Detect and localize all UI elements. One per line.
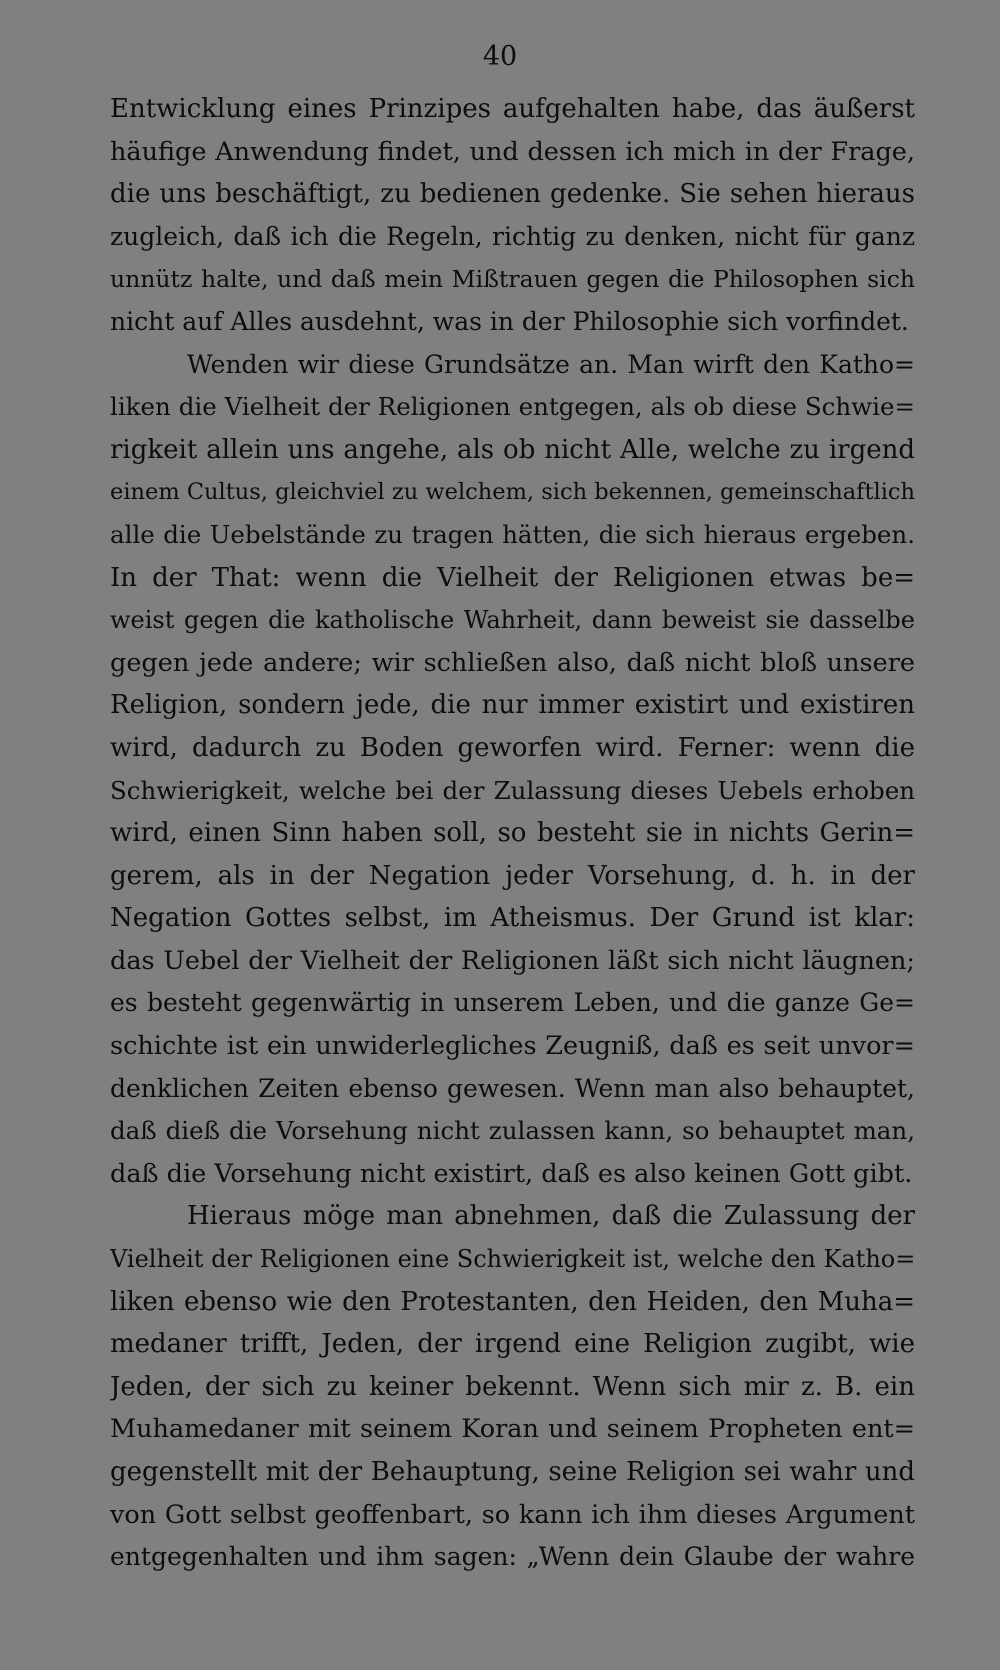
text-line: Negation Gottes selbst, im Atheismus. Der Grund ist klar:: [110, 903, 915, 934]
text-line: Entwicklung eines Prinzipes aufgehalten habe, das äußerst: [110, 94, 915, 124]
text-line: alle die Uebelstände zu tragen hätten, die sich hieraus ergeben.: [110, 519, 915, 549]
text-line: einem Cultus, gleichviel zu welchem, sich bekennen, gemeinschaftlich: [110, 479, 915, 506]
text-line: gerem, als in der Negation jeder Vorsehung, d. h. in der: [110, 860, 915, 891]
text-line: häufige Anwendung findet, und dessen ich mich in der Frage,: [110, 136, 915, 167]
text-line: denklichen Zeiten ebenso gewesen. Wenn man also behauptet,: [110, 1073, 915, 1103]
text-line: liken ebenso wie den Protestanten, den Heiden, den Muha=: [110, 1286, 915, 1317]
text-line: zugleich, daß ich die Regeln, richtig zu denken, nicht für ganz: [110, 221, 915, 251]
text-line: entgegenhalten und ihm sagen: „Wenn dein Glaube der wahre: [110, 1542, 915, 1572]
text-line: weist gegen die katholische Wahrheit, dann beweist sie dasselbe: [110, 606, 915, 635]
text-line: unnütz halte, und daß mein Mißtrauen gegen die Philosophen sich: [110, 265, 915, 294]
text-line: wird, dadurch zu Boden geworfen wird. Ferner: wenn die: [110, 732, 915, 763]
text-line: schichte ist ein unwiderlegliches Zeugniß, daß es seit unvor=: [110, 1031, 915, 1062]
text-line: Muhamedaner mit seinem Koran und seinem Propheten ent=: [110, 1414, 915, 1445]
text-line: das Uebel der Vielheit der Religionen läßt sich nicht läugnen;: [110, 945, 915, 976]
text-line: Schwierigkeit, welche bei der Zulassung dieses Uebels erhoben: [110, 775, 915, 805]
paragraph-start-line: Hieraus möge man abnehmen, daß die Zulassung der: [187, 1201, 915, 1232]
text-line: daß dieß die Vorsehung nicht zulassen kann, so behauptet man,: [110, 1116, 915, 1146]
text-line: die uns beschäftigt, zu bedienen gedenke. Sie sehen hieraus: [110, 179, 915, 210]
page-number: 40: [482, 41, 518, 72]
text-line: es besteht gegenwärtig in unserem Leben, und die ganze Ge=: [110, 988, 915, 1018]
text-line: medaner trifft, Jeden, der irgend eine Religion zugibt, wie: [110, 1329, 915, 1360]
paragraph-start-line: Wenden wir diese Grundsätze an. Man wirft den Katho=: [187, 349, 915, 379]
text-line: Religion, sondern jede, die nur immer existirt und existiren: [110, 690, 915, 721]
text-line: gegen jede andere; wir schließen also, daß nicht bloß unsere: [110, 647, 915, 678]
text-line: Jeden, der sich zu keiner bekennt. Wenn sich mir z. B. ein: [110, 1371, 915, 1402]
text-line: nicht auf Alles ausdehnt, was in der Philosophie sich vorfindet.: [110, 306, 909, 336]
text-line: In der That: wenn die Vielheit der Religionen etwas be=: [110, 562, 915, 593]
text-line: daß die Vorsehung nicht existirt, daß es also keinen Gott gibt.: [110, 1158, 913, 1189]
text-line: gegenstellt mit der Behauptung, seine Religion sei wahr und: [110, 1457, 915, 1487]
text-line: rigkeit allein uns angehe, als ob nicht Alle, welche zu irgend: [110, 434, 915, 465]
body-text: [110, 88, 915, 1579]
text-line: von Gott selbst geoffenbart, so kann ich ihm dieses Argument: [110, 1499, 915, 1530]
text-line: liken die Vielheit der Religionen entgegen, als ob diese Schwie=: [110, 392, 915, 422]
text-line: wird, einen Sinn haben soll, so besteht sie in nichts Gerin=: [110, 818, 915, 849]
text-line: Vielheit der Religionen eine Schwierigkeit ist, welche den Katho=: [110, 1245, 915, 1274]
